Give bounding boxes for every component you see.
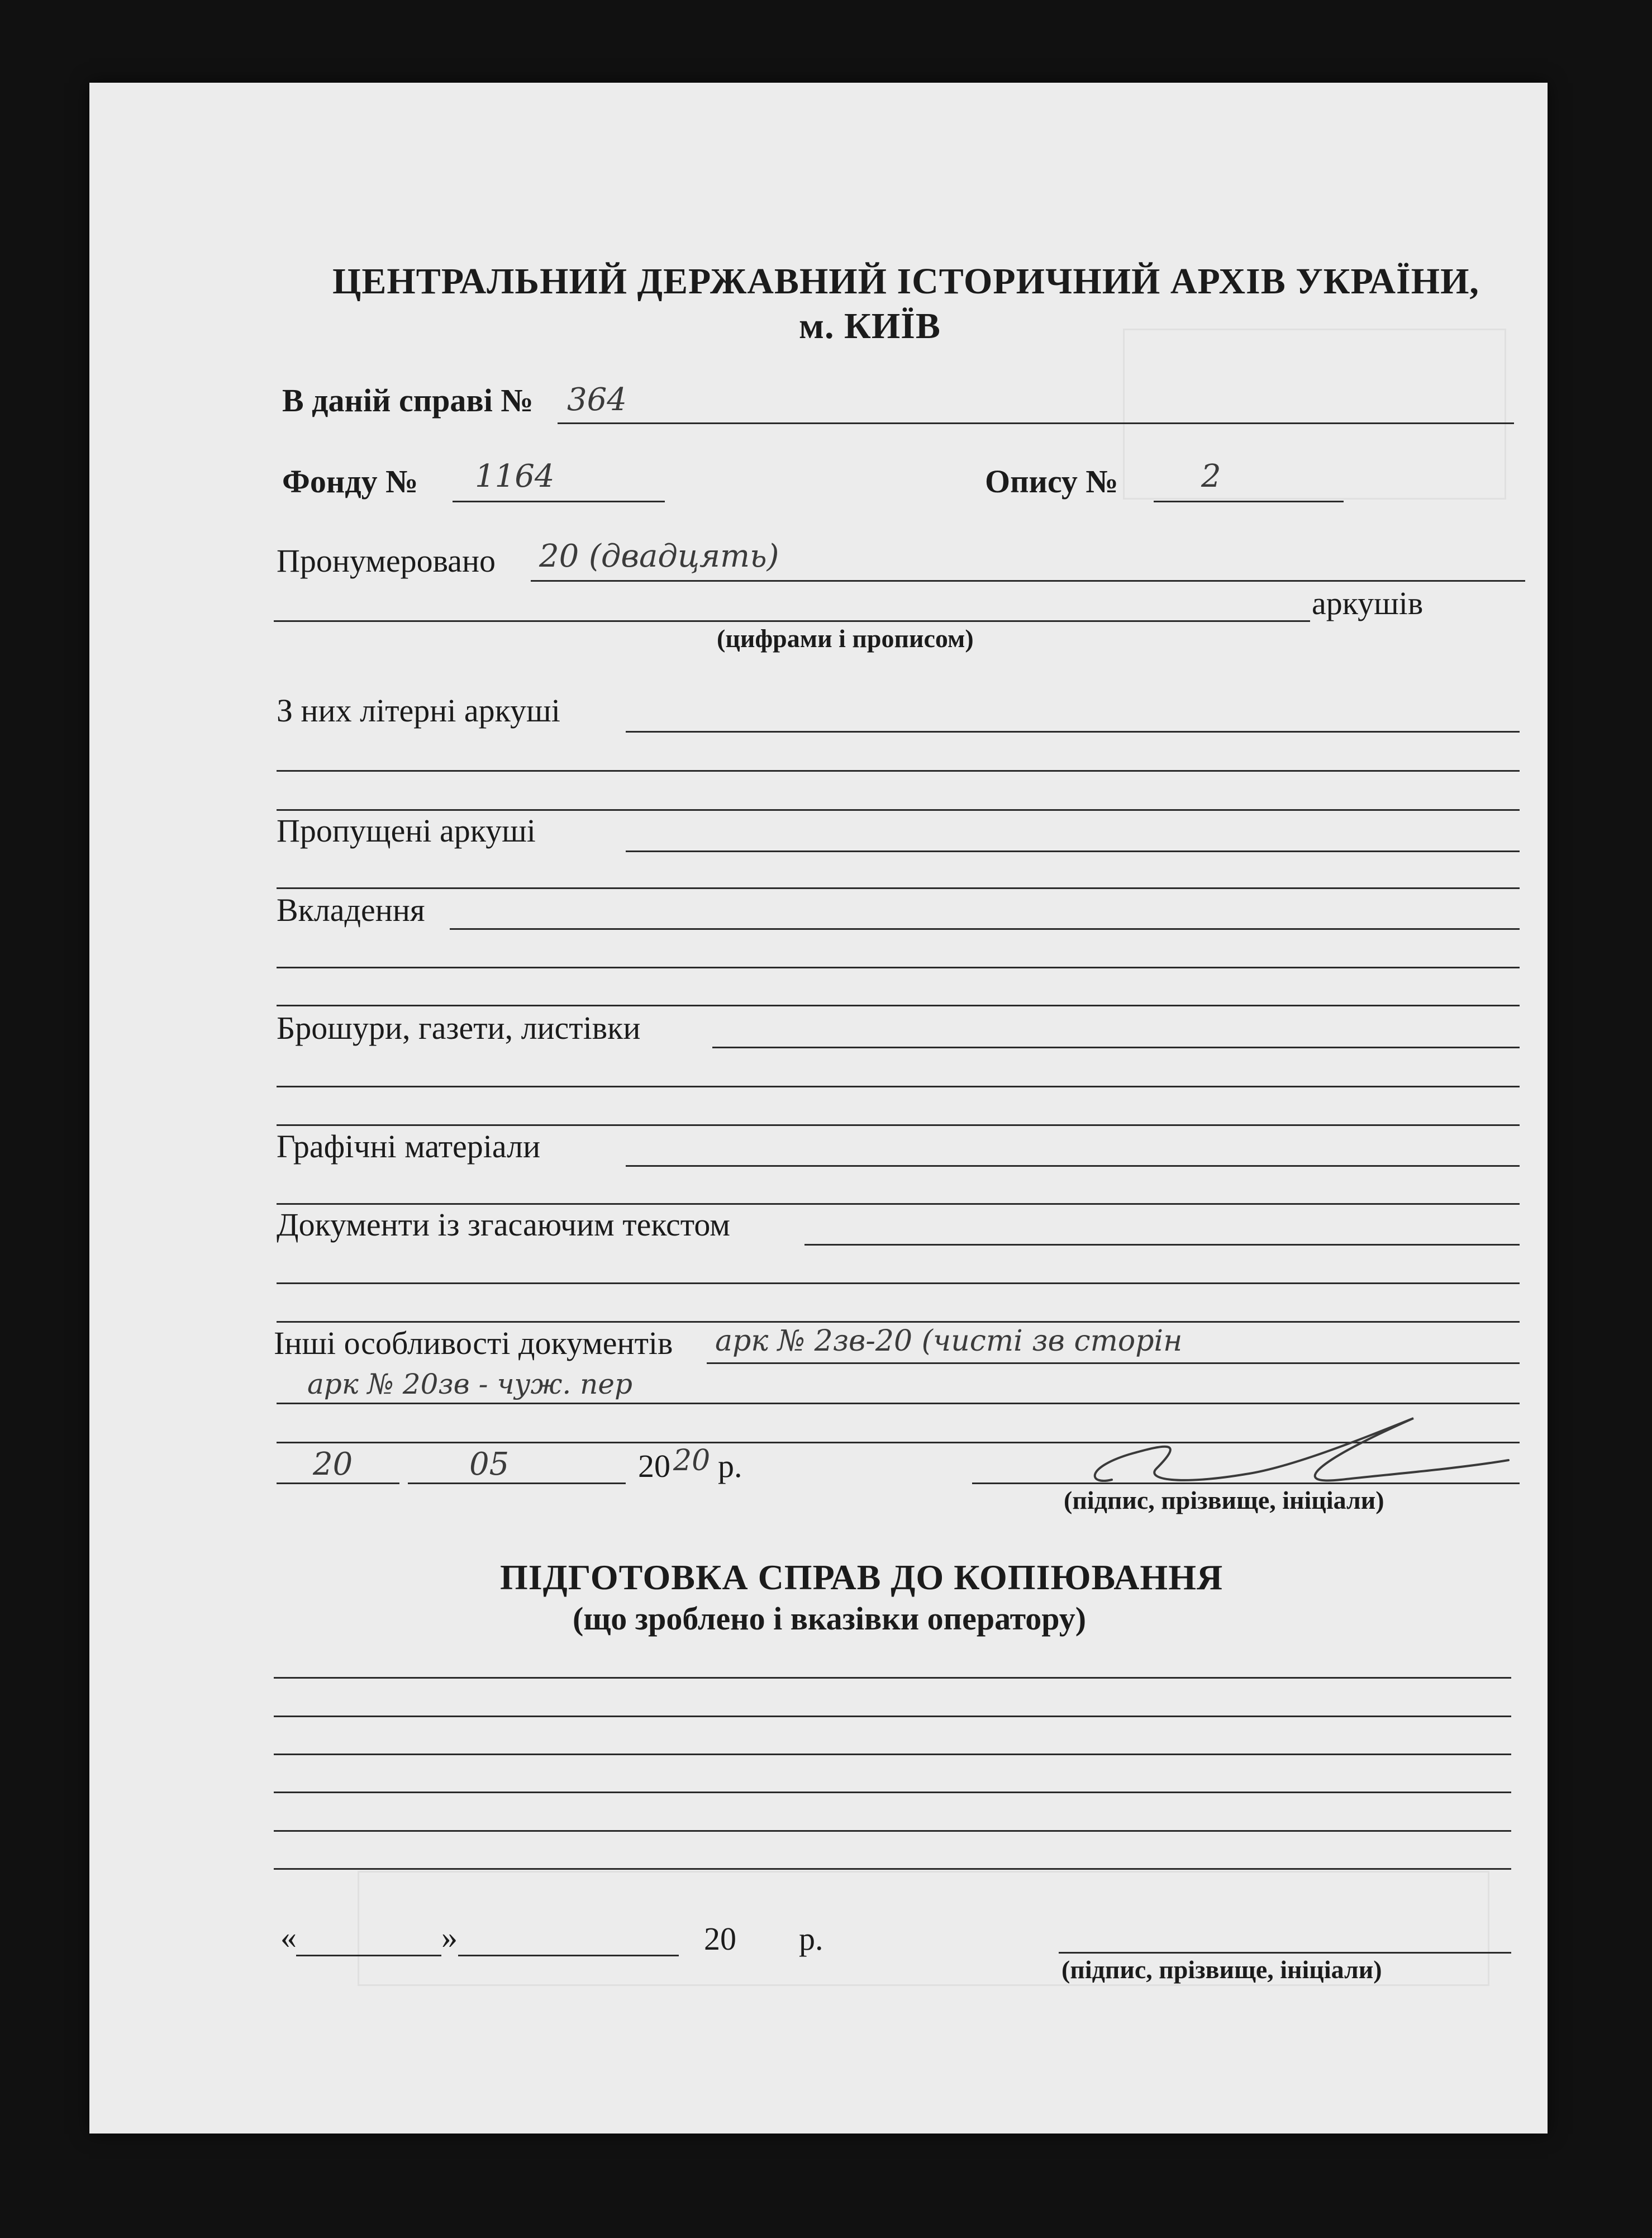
enclosures-line-3 — [277, 1005, 1520, 1006]
date-month: 05 — [469, 1446, 510, 1483]
other-features-hw-2: арк № 20зв - чуж. пер — [307, 1368, 632, 1400]
opys-line — [1154, 501, 1344, 502]
literal-sheets-line-3 — [277, 809, 1520, 811]
footer-day-line — [296, 1955, 441, 1956]
fading-docs-label: Документи із згасаючим текстом — [277, 1206, 730, 1243]
date-year-hw: 20 — [673, 1444, 711, 1477]
footer-open-quote: « — [280, 1919, 297, 1955]
prep-line-3 — [274, 1754, 1511, 1755]
literal-sheets-line-1 — [626, 731, 1520, 733]
date-day: 20 — [313, 1446, 353, 1483]
brochures-line-2 — [277, 1086, 1520, 1087]
other-features-hw-1: арк № 2зв-20 (чисті зв сторін — [715, 1324, 1183, 1358]
numbered-line-2 — [274, 620, 1310, 622]
date-year-suffix: р. — [718, 1448, 742, 1484]
archive-city: м. КИЇВ — [799, 306, 941, 346]
prep-line-6 — [274, 1868, 1511, 1870]
fond-label: Фонду № — [282, 463, 418, 500]
footer-year: 20 — [704, 1921, 736, 1957]
prep-line-1 — [274, 1677, 1511, 1679]
brochures-line-3 — [277, 1124, 1520, 1126]
graphics-line-1 — [626, 1165, 1520, 1167]
prep-line-5 — [274, 1830, 1511, 1832]
signature-caption: (підпис, прізвище, ініціали) — [1064, 1486, 1384, 1514]
footer-month-line — [458, 1955, 679, 1956]
case-number-value: 364 — [567, 382, 627, 418]
enclosures-label: Вкладення — [277, 892, 425, 928]
numbered-suffix: аркушів — [1312, 585, 1424, 621]
fading-docs-line-2 — [277, 1282, 1520, 1284]
numbered-label: Пронумеровано — [277, 543, 496, 579]
missing-sheets-line-2 — [277, 887, 1520, 889]
archive-title: ЦЕНТРАЛЬНИЙ ДЕРЖАВНИЙ ІСТОРИЧНИЙ АРХІВ УКРАЇНИ, — [332, 261, 1479, 302]
date-year-prefix: 20 — [638, 1448, 670, 1484]
other-features-line-1 — [707, 1362, 1520, 1364]
fond-line — [453, 501, 665, 502]
other-features-label: Інші особливості документів — [274, 1325, 673, 1361]
brochures-line-1 — [712, 1047, 1520, 1048]
prep-line-2 — [274, 1716, 1511, 1717]
fading-docs-line-3 — [277, 1321, 1520, 1323]
missing-sheets-line-1 — [626, 850, 1520, 852]
enclosures-line-2 — [277, 967, 1520, 968]
brochures-label: Брошури, газети, листівки — [277, 1010, 641, 1046]
fading-docs-line-1 — [804, 1244, 1520, 1246]
literal-sheets-line-2 — [277, 770, 1520, 772]
signature-line — [972, 1483, 1520, 1484]
graphics-label: Графічні матеріали — [277, 1128, 541, 1165]
prep-subtitle: (що зроблено і вказівки оператору) — [573, 1600, 1087, 1637]
case-number-line — [558, 422, 1514, 424]
case-number-label: В даній справі № — [282, 382, 534, 419]
archive-form-sheet — [89, 83, 1548, 2134]
date-day-line — [277, 1483, 399, 1484]
missing-sheets-label: Пропущені аркуші — [277, 812, 536, 849]
fond-value: 1164 — [475, 458, 555, 495]
numbered-value: 20 (двадцять) — [539, 538, 779, 574]
bleed-through-table-top — [1123, 329, 1506, 500]
footer-signature-caption: (підпис, прізвище, ініціали) — [1061, 1955, 1382, 1984]
enclosures-line-1 — [450, 928, 1520, 930]
numbered-line-1 — [531, 580, 1525, 582]
footer-close-quote: » — [441, 1919, 458, 1955]
footer-signature-line — [1059, 1952, 1511, 1954]
graphics-line-2 — [277, 1203, 1520, 1205]
literal-sheets-label: З них літерні аркуші — [277, 692, 560, 729]
opys-value: 2 — [1201, 458, 1221, 495]
date-month-line — [408, 1483, 626, 1484]
prep-line-4 — [274, 1792, 1511, 1793]
footer-year-suffix: р. — [799, 1921, 823, 1957]
opys-label: Опису № — [985, 463, 1118, 500]
numbered-hint: (цифрами і прописом) — [717, 624, 974, 653]
prep-title: ПІДГОТОВКА СПРАВ ДО КОПІЮВАННЯ — [500, 1557, 1223, 1597]
